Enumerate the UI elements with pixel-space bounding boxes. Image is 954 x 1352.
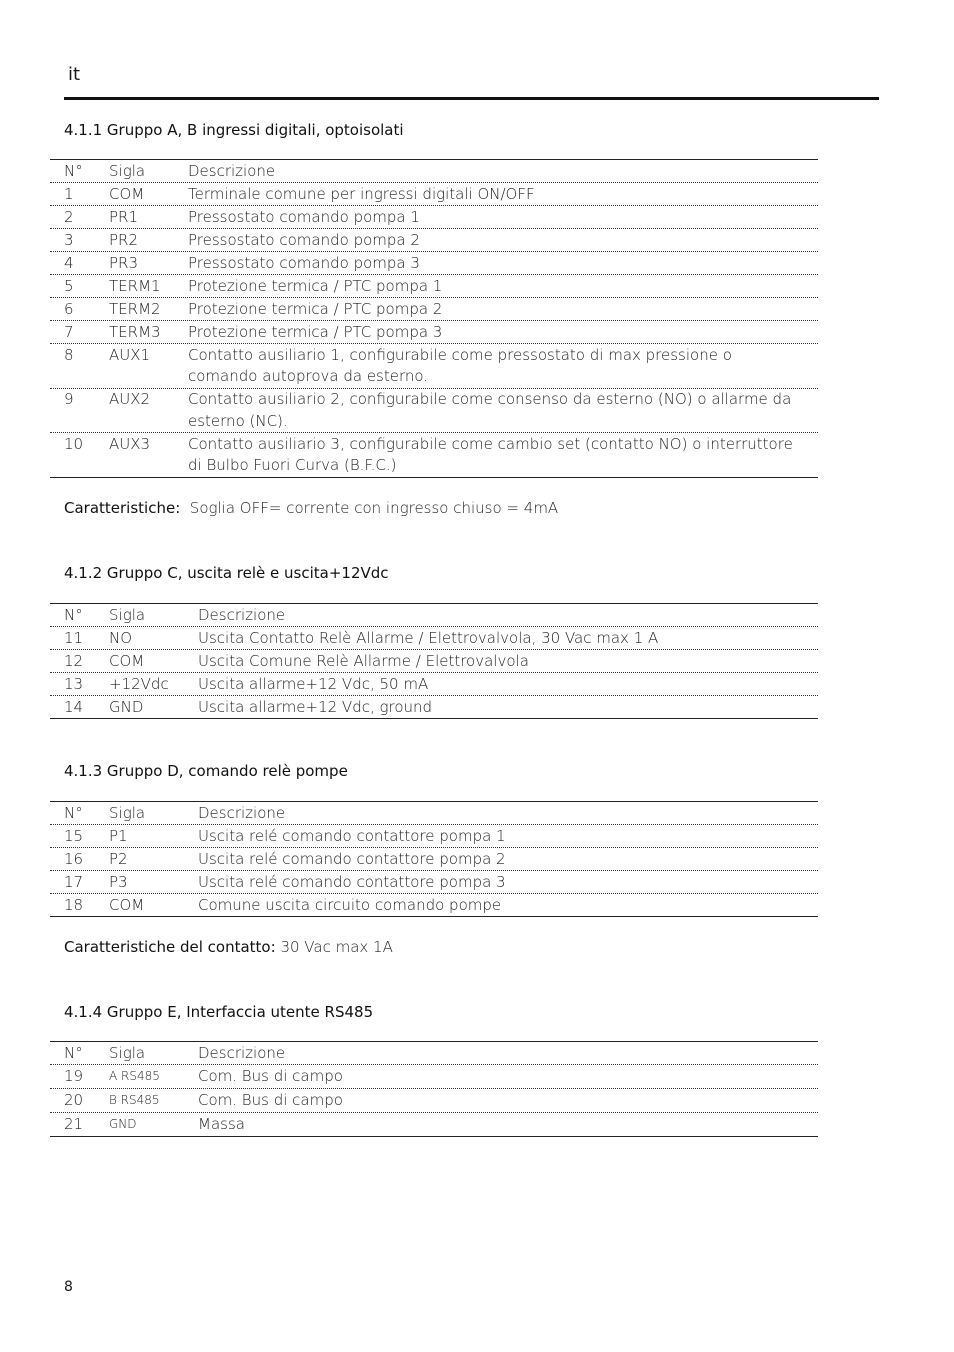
cell-descrizione: Terminale comune per ingressi digitali ON/OFF (188, 184, 535, 203)
characteristics-label: Caratteristiche: (64, 499, 181, 517)
table-row (50, 1088, 818, 1112)
cell-descrizione: Contatto ausiliario 2, configurabile come consenso da esterno (NO) o allarme da esterno (NC). (188, 390, 792, 430)
cell-number: 5 (64, 276, 74, 295)
cell-number: 4 (64, 253, 74, 272)
cell-descrizione: Protezione termica / PTC pompa 1 (188, 276, 443, 295)
cell-sigla: AUX2 (109, 390, 151, 408)
header-number: N° (64, 161, 83, 180)
header-number: N° (64, 605, 83, 624)
cell-descrizione: Pressostato comando pompa 2 (188, 230, 420, 249)
cell-number: 14 (64, 697, 84, 716)
cell-number: 10 (64, 434, 84, 453)
table-row (50, 847, 818, 870)
table-group-a (50, 159, 818, 478)
header-descrizione: Descrizione (198, 1043, 286, 1062)
cell-number: 1 (64, 184, 74, 203)
table-row (50, 343, 818, 388)
cell-number: 12 (64, 651, 84, 670)
cell-descrizione: Uscita relé comando contattore pompa 1 (198, 826, 506, 845)
cell-sigla-text: A RS485 (109, 1068, 160, 1083)
cell-sigla-text: B RS485 (109, 1092, 160, 1107)
cell-sigla: AUX3 (109, 434, 151, 453)
table-header-row (50, 1042, 818, 1064)
cell-descrizione: Uscita Contatto Relè Allarme / Elettrovalvola, 30 Vac max 1 A (198, 628, 659, 647)
cell-descrizione: Comune uscita circuito comando pompe (198, 895, 502, 914)
cell-number: 13 (64, 674, 84, 693)
table-row (50, 824, 818, 847)
cell-sigla: P3 (109, 872, 128, 891)
header-sigla: Sigla (109, 803, 146, 822)
cell-number: 15 (64, 826, 84, 845)
table-row (50, 388, 818, 433)
cell-descrizione: Uscita allarme+12 Vdc, 50 mA (198, 674, 429, 693)
cell-number: 16 (64, 849, 84, 868)
header-sigla: Sigla (109, 1043, 146, 1062)
cell-sigla: NO (109, 628, 133, 647)
cell-descrizione: Uscita relé comando contattore pompa 2 (198, 849, 506, 868)
table-header-row (50, 160, 818, 182)
cell-sigla: P2 (109, 849, 128, 868)
cell-sigla: P1 (109, 826, 128, 845)
cell-sigla (109, 1114, 198, 1137)
cell-sigla: PR3 (109, 253, 139, 272)
cell-descrizione: Uscita Comune Relè Allarme / Elettrovalvola (198, 651, 529, 670)
table-row (50, 1112, 818, 1136)
header-descrizione: Descrizione (198, 605, 286, 624)
cell-number: 21 (64, 1114, 84, 1133)
cell-descrizione: Massa (198, 1114, 245, 1133)
table-row (50, 274, 818, 297)
cell-sigla: GND (109, 697, 144, 716)
page-number: 8 (64, 1279, 73, 1295)
cell-descrizione: Com. Bus di campo (198, 1066, 343, 1085)
cell-number: 9 (64, 390, 74, 408)
section-a-characteristics (64, 499, 558, 517)
table-row (50, 228, 818, 251)
table-row (50, 672, 818, 695)
cell-sigla: COM (109, 651, 145, 670)
table-row (50, 251, 818, 274)
cell-sigla: COM (109, 184, 145, 203)
section-d-characteristics (64, 938, 393, 956)
table-row (50, 649, 818, 672)
cell-number: 2 (64, 207, 74, 226)
section-d-title: 4.1.3 Gruppo D, comando relè pompe (64, 762, 348, 780)
section-e-title: 4.1.4 Gruppo E, Interfaccia utente RS485 (64, 1003, 374, 1021)
cell-descrizione: Contatto ausiliario 1, configurabile come pressostato di max pressione o comando autoprova da esterno. (188, 345, 732, 385)
cell-sigla: TERM2 (109, 299, 161, 318)
table-group-e (50, 1041, 818, 1137)
cell-sigla (109, 1090, 198, 1113)
cell-number: 11 (64, 628, 84, 647)
cell-sigla: PR2 (109, 230, 139, 249)
table-row (50, 1064, 818, 1088)
cell-sigla: TERM1 (109, 276, 161, 295)
header-sigla: Sigla (109, 161, 146, 180)
table-header-row (50, 604, 818, 626)
cell-descrizione: Com. Bus di campo (198, 1090, 343, 1109)
section-a-title: 4.1.1 Gruppo A, B ingressi digitali, optoisolati (64, 121, 404, 139)
header-descrizione: Descrizione (188, 161, 276, 180)
table-row (50, 870, 818, 893)
table-row (50, 182, 818, 205)
cell-sigla: TERM3 (109, 322, 161, 341)
table-group-d (50, 801, 818, 917)
cell-sigla-text: GND (109, 1116, 137, 1131)
table-row (50, 297, 818, 320)
table-row (50, 893, 818, 916)
characteristics-label: Caratteristiche del contatto: (64, 938, 276, 956)
header-descrizione: Descrizione (198, 803, 286, 822)
header-number: N° (64, 803, 83, 822)
cell-number: 19 (64, 1066, 84, 1085)
table-row (50, 432, 818, 477)
cell-descrizione: Protezione termica / PTC pompa 3 (188, 322, 443, 341)
cell-number: 7 (64, 322, 74, 341)
table-header-row (50, 802, 818, 824)
characteristics-value: 30 Vac max 1A (280, 938, 393, 956)
table-row (50, 320, 818, 343)
header-number: N° (64, 1043, 83, 1062)
cell-number: 20 (64, 1090, 84, 1109)
characteristics-value: Soglia OFF= corrente con ingresso chiuso = 4mA (189, 499, 559, 517)
cell-descrizione: Contatto ausiliario 3, configurabile come cambio set (contatto NO) o interruttore di Bulbo Fuori Curva (B.F.C.) (188, 434, 793, 474)
section-c-title: 4.1.2 Gruppo C, uscita relè e uscita+12Vdc (64, 564, 389, 582)
table-row (50, 205, 818, 228)
table-row (50, 695, 818, 718)
cell-sigla: COM (109, 895, 145, 914)
cell-sigla: AUX1 (109, 345, 151, 364)
cell-number: 6 (64, 299, 74, 318)
cell-sigla: PR1 (109, 207, 139, 226)
language-marker: it (68, 64, 81, 85)
cell-number: 3 (64, 230, 74, 249)
table-group-c (50, 603, 818, 719)
cell-sigla: +12Vdc (109, 674, 169, 693)
cell-sigla (109, 1066, 198, 1089)
header-sigla: Sigla (109, 605, 146, 624)
cell-descrizione: Protezione termica / PTC pompa 2 (188, 299, 443, 318)
cell-number: 17 (64, 872, 84, 891)
cell-descrizione: Uscita relé comando contattore pompa 3 (198, 872, 506, 891)
header-rule (64, 97, 879, 100)
cell-descrizione: Pressostato comando pompa 3 (188, 253, 420, 272)
cell-descrizione: Uscita allarme+12 Vdc, ground (198, 697, 433, 716)
cell-number: 8 (64, 345, 74, 364)
cell-descrizione: Pressostato comando pompa 1 (188, 207, 420, 226)
cell-number: 18 (64, 895, 84, 914)
table-row (50, 626, 818, 649)
